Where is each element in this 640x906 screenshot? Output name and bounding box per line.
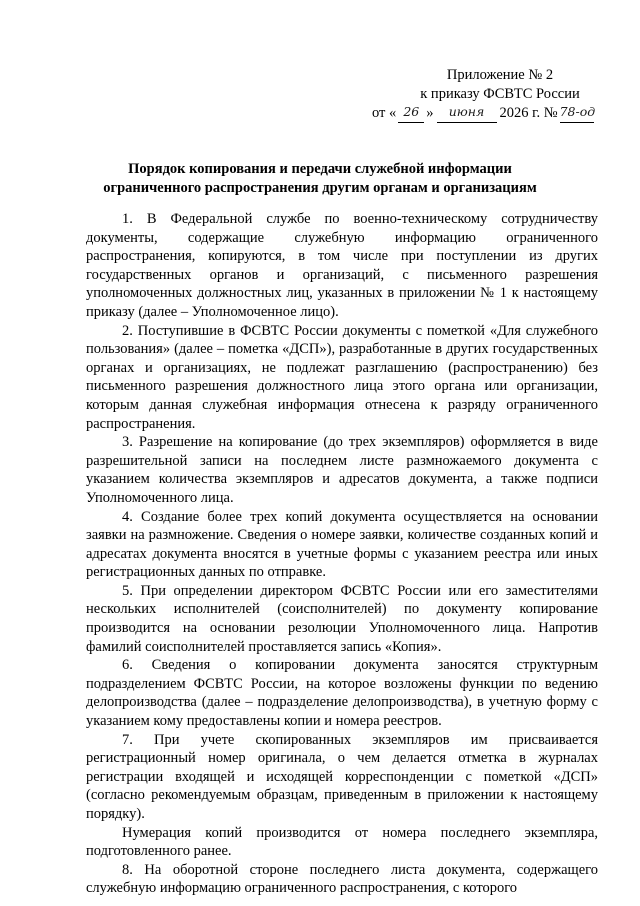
order-date-line: от « 26 » июня 2026 г. № 78-од: [372, 104, 596, 121]
document-title: [70, 160, 570, 198]
paragraph-5: 5. При определении директором ФСВТС России или его заместителями нескольких исполнителей (соисполнителей) по документу копирование производится на основании резолюции Уполномоченного лица. Напротив фамилий соисполнителей проставляется запись «Копия».: [86, 582, 598, 655]
paragraph-2: 2. Поступившие в ФСВТС России документы с пометкой «Для служебного пользования» (далее – пометка «ДСП»), разработанные в других государственных органах и организациях, не подлежат разглашению (распространению) без письменного разрешения должностного лица этого органа или организации, которым данная служебная информация отнесена к разряду ограниченного распространения.: [86, 322, 598, 432]
paragraph-7-note: Нумерация копий производится от номера последнего экземпляра, подготовленного ранее.: [86, 824, 598, 860]
appendix-header: [372, 66, 620, 123]
paragraph-3: 3. Разрешение на копирование (до трех экземпляров) оформляется в виде разрешительной записи на последнем листе размножаемого документа с указанием количества экземпляров и адресатов документа, а также подписи Уполномоченного лица.: [86, 434, 598, 506]
paragraph-6: 6. Сведения о копировании документа заносятся структурным подразделением ФСВТС России, на которое возложены функции по ведению делопроизводства (далее – подразделение делопроизводства), в учетную форму с указанием кому предоставлены копии и номера реестров.: [86, 657, 598, 730]
paragraph-7: 7. При учете скопированных экземпляров им присваивается регистрационный номер оригинала, о чем делается отметка в журналах регистрации входящей и исходящей корреспонденции с пометкой «ДСП» (согласно рекомендуемым образцам, приведенным в приложении к настоящему порядку).: [86, 731, 598, 822]
handwritten-order-number: 78-од: [560, 104, 594, 123]
appendix-label: Приложение № 2: [446, 67, 554, 83]
title-line-1: Порядок копирования и передачи служебной информации: [128, 161, 512, 177]
document-body: [86, 210, 598, 898]
date-year: 2026 г. №: [499, 105, 558, 121]
order-reference: к приказу ФСВТС России: [420, 86, 580, 102]
paragraph-4: 4. Создание более трех копий документа осуществляется на основании заявки на размножение. Сведения о номере заявки, количестве созданных копий и адресатах документа вносятся в учетные формы с указанием реестра или иных регистрационных данных по отправке.: [86, 508, 598, 581]
paragraph-8: 8. На оборотной стороне последнего листа документа, содержащего служебную информацию ограниченного распространения, с которого: [86, 861, 598, 897]
handwritten-day: 26: [398, 104, 424, 123]
paragraph-1: 1. В Федеральной службе по военно-техническому сотрудничеству документы, содержащие служебную информацию ограниченного распространения, копируются, в том числе при поступлении из других государственных органов и организаций, с письменного разрешения уполномоченных должностных лиц, указанных в приложении № 1 к настоящему приказу (далее – Уполномоченное лицо).: [86, 211, 598, 320]
handwritten-month: июня: [437, 104, 497, 123]
title-line-2: ограниченного распространения другим органам и организациям: [103, 180, 537, 196]
date-prefix: от: [372, 105, 386, 121]
